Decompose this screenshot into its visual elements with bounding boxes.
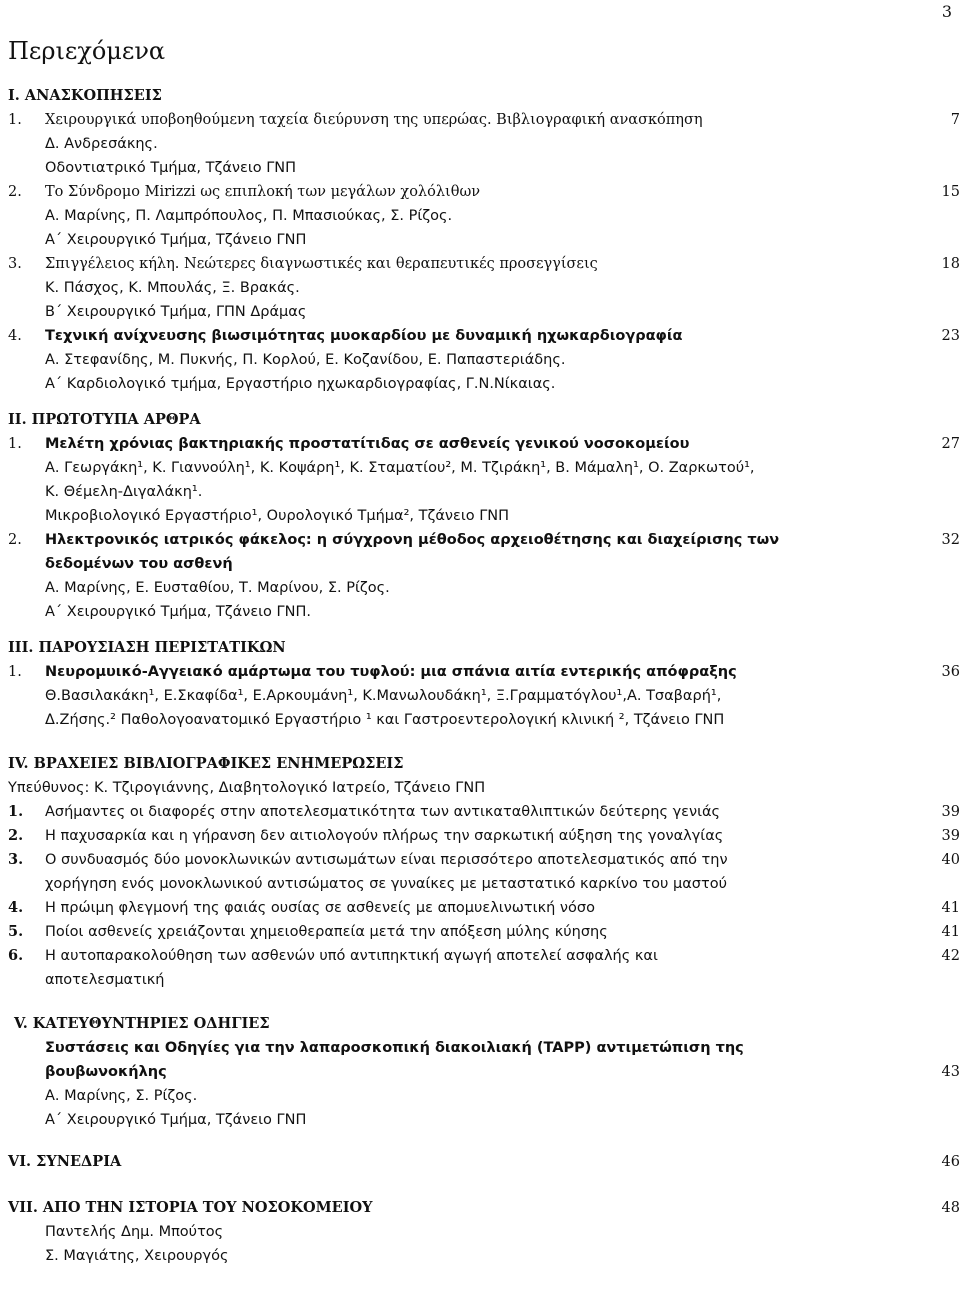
entry-affiliation: Α΄ Χειρουργικό Τμήμα, Τζάνειο ΓΝΠ bbox=[45, 1112, 307, 1128]
toc-entry[interactable] bbox=[8, 432, 960, 456]
entry-page: 23 bbox=[941, 328, 960, 344]
entry-number: 4. bbox=[8, 328, 22, 344]
entry-number: 2. bbox=[8, 532, 22, 548]
toc-entry[interactable] bbox=[8, 528, 960, 552]
toc-entry[interactable] bbox=[8, 252, 960, 276]
entry-number: 3. bbox=[8, 256, 22, 272]
entry-page: 39 bbox=[941, 828, 960, 844]
entry-number: 2. bbox=[8, 827, 24, 844]
toc-entry-history[interactable] bbox=[8, 1196, 960, 1220]
entry-page: 15 bbox=[941, 184, 960, 200]
entry-authors: Α. Μαρίνης, Ε. Ευσταθίου, Τ. Μαρίνου, Σ. Ρίζος. bbox=[45, 580, 390, 596]
entry-affiliation: Μικροβιολογικό Εργαστήριο¹, Ουρολογικό Τμήμα², Τζάνειο ΓΝΠ bbox=[45, 508, 510, 524]
entry-number: 6. bbox=[8, 947, 24, 964]
page-number: 3 bbox=[941, 2, 952, 21]
entry-affiliation: Α΄ Καρδιολογικό τμήμα, Εργαστήριο ηχωκαρδιογραφίας, Γ.Ν.Νίκαιας. bbox=[45, 376, 556, 392]
entry-page: 39 bbox=[941, 804, 960, 820]
section-heading-guidelines: V. ΚΑΤΕΥΘΥΝΤΗΡΙΕΣ ΟΔΗΓΙΕΣ bbox=[14, 1015, 270, 1032]
entry-title: Σπιγγέλειος κήλη. Νεώτερες διαγνωστικές και θεραπευτικές προσεγγίσεις bbox=[45, 256, 598, 272]
entry-title: Η πρώιμη φλεγμονή της φαιάς ουσίας σε ασθενείς με απομυελινωτική νόσο bbox=[45, 900, 595, 916]
entry-title-cont: αποτελεσματική bbox=[45, 972, 165, 988]
section-heading-history: VII. ΑΠΟ ΤΗΝ ΙΣΤΟΡΙΑ ΤΟΥ ΝΟΣΟΚΟΜΕΙΟΥ bbox=[8, 1199, 373, 1216]
entry-authors-cont: Δ.Ζήσης.² Παθολογοανατομικό Εργαστήριο ¹ και Γαστροεντερολογική κλινική ², Τζάνειο ΓΝΠ bbox=[45, 712, 725, 728]
entry-authors: Α. Στεφανίδης, Μ. Πυκνής, Π. Κορλού, Ε. Κοζανίδου, Ε. Παπαστεριάδης. bbox=[45, 352, 566, 368]
entry-number: 1. bbox=[8, 112, 22, 128]
entry-number: 2. bbox=[8, 184, 22, 200]
entry-page: 7 bbox=[950, 112, 960, 128]
entry-page: 27 bbox=[941, 436, 960, 452]
entry-affiliation: Β΄ Χειρουργικό Τμήμα, ΓΠΝ Δράμας bbox=[45, 304, 307, 320]
entry-title: Η αυτοπαρακολούθηση των ασθενών υπό αντιπηκτική αγωγή αποτελεί ασφαλής και bbox=[45, 948, 658, 964]
entry-affiliation: Α΄ Χειρουργικό Τμήμα, Τζάνειο ΓΝΠ bbox=[45, 232, 307, 248]
entry-title: Μελέτη χρόνιας βακτηριακής προστατίτιδας σε ασθενείς γενικού νοσοκομείου bbox=[45, 436, 690, 452]
entry-authors: Σ. Μαγιάτης, Χειρουργός bbox=[45, 1248, 229, 1264]
entry-page: 32 bbox=[941, 532, 960, 548]
entry-title: Τεχνική ανίχνευσης βιωσιμότητας μυοκαρδίου με δυναμική ηχωκαρδιογραφία bbox=[45, 328, 683, 344]
section-responsible: Υπεύθυνος: Κ. Τζιρογιάννης, Διαβητολογικό Ιατρείο, Τζάνειο ΓΝΠ bbox=[8, 780, 486, 796]
entry-title: Ο συνδυασμός δύο μονοκλωνικών αντισωμάτων είναι περισσότερο αποτελεσματικός από την bbox=[45, 852, 728, 868]
entry-authors: Α. Μαρίνης, Σ. Ρίζος. bbox=[45, 1088, 198, 1104]
entry-authors: Θ.Βασιλακάκη¹, Ε.Σκαφίδα¹, Ε.Αρκουμάνη¹, Κ.Μανωλουδάκη¹, Ξ.Γραμματόγλου¹,Α. Τσαβαρή¹, bbox=[45, 688, 722, 704]
section-heading-brief-updates: IV. ΒΡΑΧΕΙΕΣ ΒΙΒΛΙΟΓΡΑΦΙΚΕΣ ΕΝΗΜΕΡΩΣΕΙΣ bbox=[8, 755, 404, 772]
entry-affiliation: Α΄ Χειρουργικό Τμήμα, Τζάνειο ΓΝΠ. bbox=[45, 604, 311, 620]
entry-page: 48 bbox=[941, 1200, 960, 1216]
toc-entry-conferences[interactable] bbox=[8, 1150, 960, 1174]
entry-authors: Δ. Ανδρεσάκης. bbox=[45, 136, 158, 152]
page-title: Περιεχόμενα bbox=[8, 37, 166, 65]
table-of-contents bbox=[8, 34, 960, 1268]
section-heading-reviews: Ι. ΑΝΑΣΚΟΠΗΣΕΙΣ bbox=[8, 87, 162, 104]
entry-authors: Παντελής Δημ. Μπούτος bbox=[45, 1224, 224, 1240]
entry-number: 4. bbox=[8, 899, 24, 916]
entry-title-cont: χορήγηση ενός μονοκλωνικού αντισώματος σε γυναίκες με μεταστατικό καρκίνο του μαστού bbox=[45, 876, 727, 892]
entry-page: 42 bbox=[941, 948, 960, 964]
toc-entry[interactable] bbox=[8, 848, 960, 872]
entry-number: 1. bbox=[8, 803, 24, 820]
toc-entry[interactable] bbox=[8, 108, 960, 132]
entry-title: Ασήμαντες οι διαφορές στην αποτελεσματικότητα των αντικαταθλιπτικών δεύτερης γενιάς bbox=[45, 804, 721, 820]
entry-authors: Κ. Πάσχος, Κ. Μπουλάς, Ξ. Βρακάς. bbox=[45, 280, 300, 296]
entry-title-cont: δεδομένων του ασθενή bbox=[45, 556, 233, 572]
entry-authors: Α. Γεωργάκη¹, Κ. Γιαννούλη¹, Κ. Κοψάρη¹, Κ. Σταματίου², Μ. Τζιράκη¹, Β. Μάμαλη¹, Ο. Ζαρκωτού¹, bbox=[45, 460, 755, 476]
entry-title: Νευρομυικό-Αγγειακό αμάρτωμα του τυφλού: μια σπάνια αιτία εντερικής απόφραξης bbox=[45, 664, 737, 680]
section-heading-case-reports: ΙΙΙ. ΠΑΡΟΥΣΙΑΣΗ ΠΕΡΙΣΤΑΤΙΚΩΝ bbox=[8, 639, 286, 656]
entry-title: Ποίοι ασθενείς χρειάζονται χημειοθεραπεία μετά την απόξεση μύλης κύησης bbox=[45, 924, 608, 940]
toc-entry[interactable] bbox=[8, 896, 960, 920]
entry-page: 41 bbox=[941, 924, 960, 940]
entry-title: Η παχυσαρκία και η γήρανση δεν αιτιολογούν πλήρως την σαρκωτική αύξηση της γοναλγίας bbox=[45, 828, 724, 844]
entry-page: 40 bbox=[941, 852, 960, 868]
entry-authors-cont: Κ. Θέμελη-Διγαλάκη¹. bbox=[45, 484, 203, 500]
toc-entry[interactable] bbox=[8, 660, 960, 684]
entry-page: 18 bbox=[941, 256, 960, 272]
entry-affiliation: Οδοντιατρικό Τμήμα, Τζάνειο ΓΝΠ bbox=[45, 160, 297, 176]
guideline-title-cont: βουβωνοκήλης bbox=[45, 1064, 167, 1080]
entry-number: 5. bbox=[8, 923, 24, 940]
toc-entry[interactable] bbox=[8, 944, 960, 968]
entry-page: 43 bbox=[941, 1064, 960, 1080]
section-heading-original-articles: ΙΙ. ΠΡΩΤΟΤΥΠΑ ΑΡΘΡΑ bbox=[8, 411, 201, 428]
toc-entry[interactable] bbox=[8, 824, 960, 848]
entry-page: 36 bbox=[941, 664, 960, 680]
toc-entry[interactable] bbox=[8, 1060, 960, 1084]
toc-entry[interactable] bbox=[8, 800, 960, 824]
entry-page: 46 bbox=[941, 1154, 960, 1170]
entry-title: Χειρουργικά υποβοηθούμενη ταχεία διεύρυνση της υπερώας. Βιβλιογραφική ανασκόπηση bbox=[45, 112, 703, 128]
entry-title: Το Σύνδρομο Mirizzi ως επιπλοκή των μεγάλων χολόλιθων bbox=[45, 184, 481, 200]
entry-title: Ηλεκτρονικός ιατρικός φάκελος: η σύγχρονη μέθοδος αρχειοθέτησης και διαχείρισης των bbox=[45, 532, 780, 548]
toc-entry[interactable] bbox=[8, 180, 960, 204]
toc-entry[interactable] bbox=[8, 920, 960, 944]
entry-number: 1. bbox=[8, 664, 22, 680]
section-heading-conferences: VI. ΣΥΝΕΔΡΙΑ bbox=[8, 1153, 122, 1170]
entry-number: 1. bbox=[8, 436, 22, 452]
guideline-title: Συστάσεις και Οδηγίες για την λαπαροσκοπική διακοιλιακή (TAPP) αντιμετώπιση της bbox=[45, 1040, 744, 1056]
entry-number: 3. bbox=[8, 851, 24, 868]
entry-page: 41 bbox=[941, 900, 960, 916]
entry-authors: Α. Μαρίνης, Π. Λαμπρόπουλος, Π. Μπασιούκας, Σ. Ρίζος. bbox=[45, 208, 453, 224]
toc-entry[interactable] bbox=[8, 324, 960, 348]
